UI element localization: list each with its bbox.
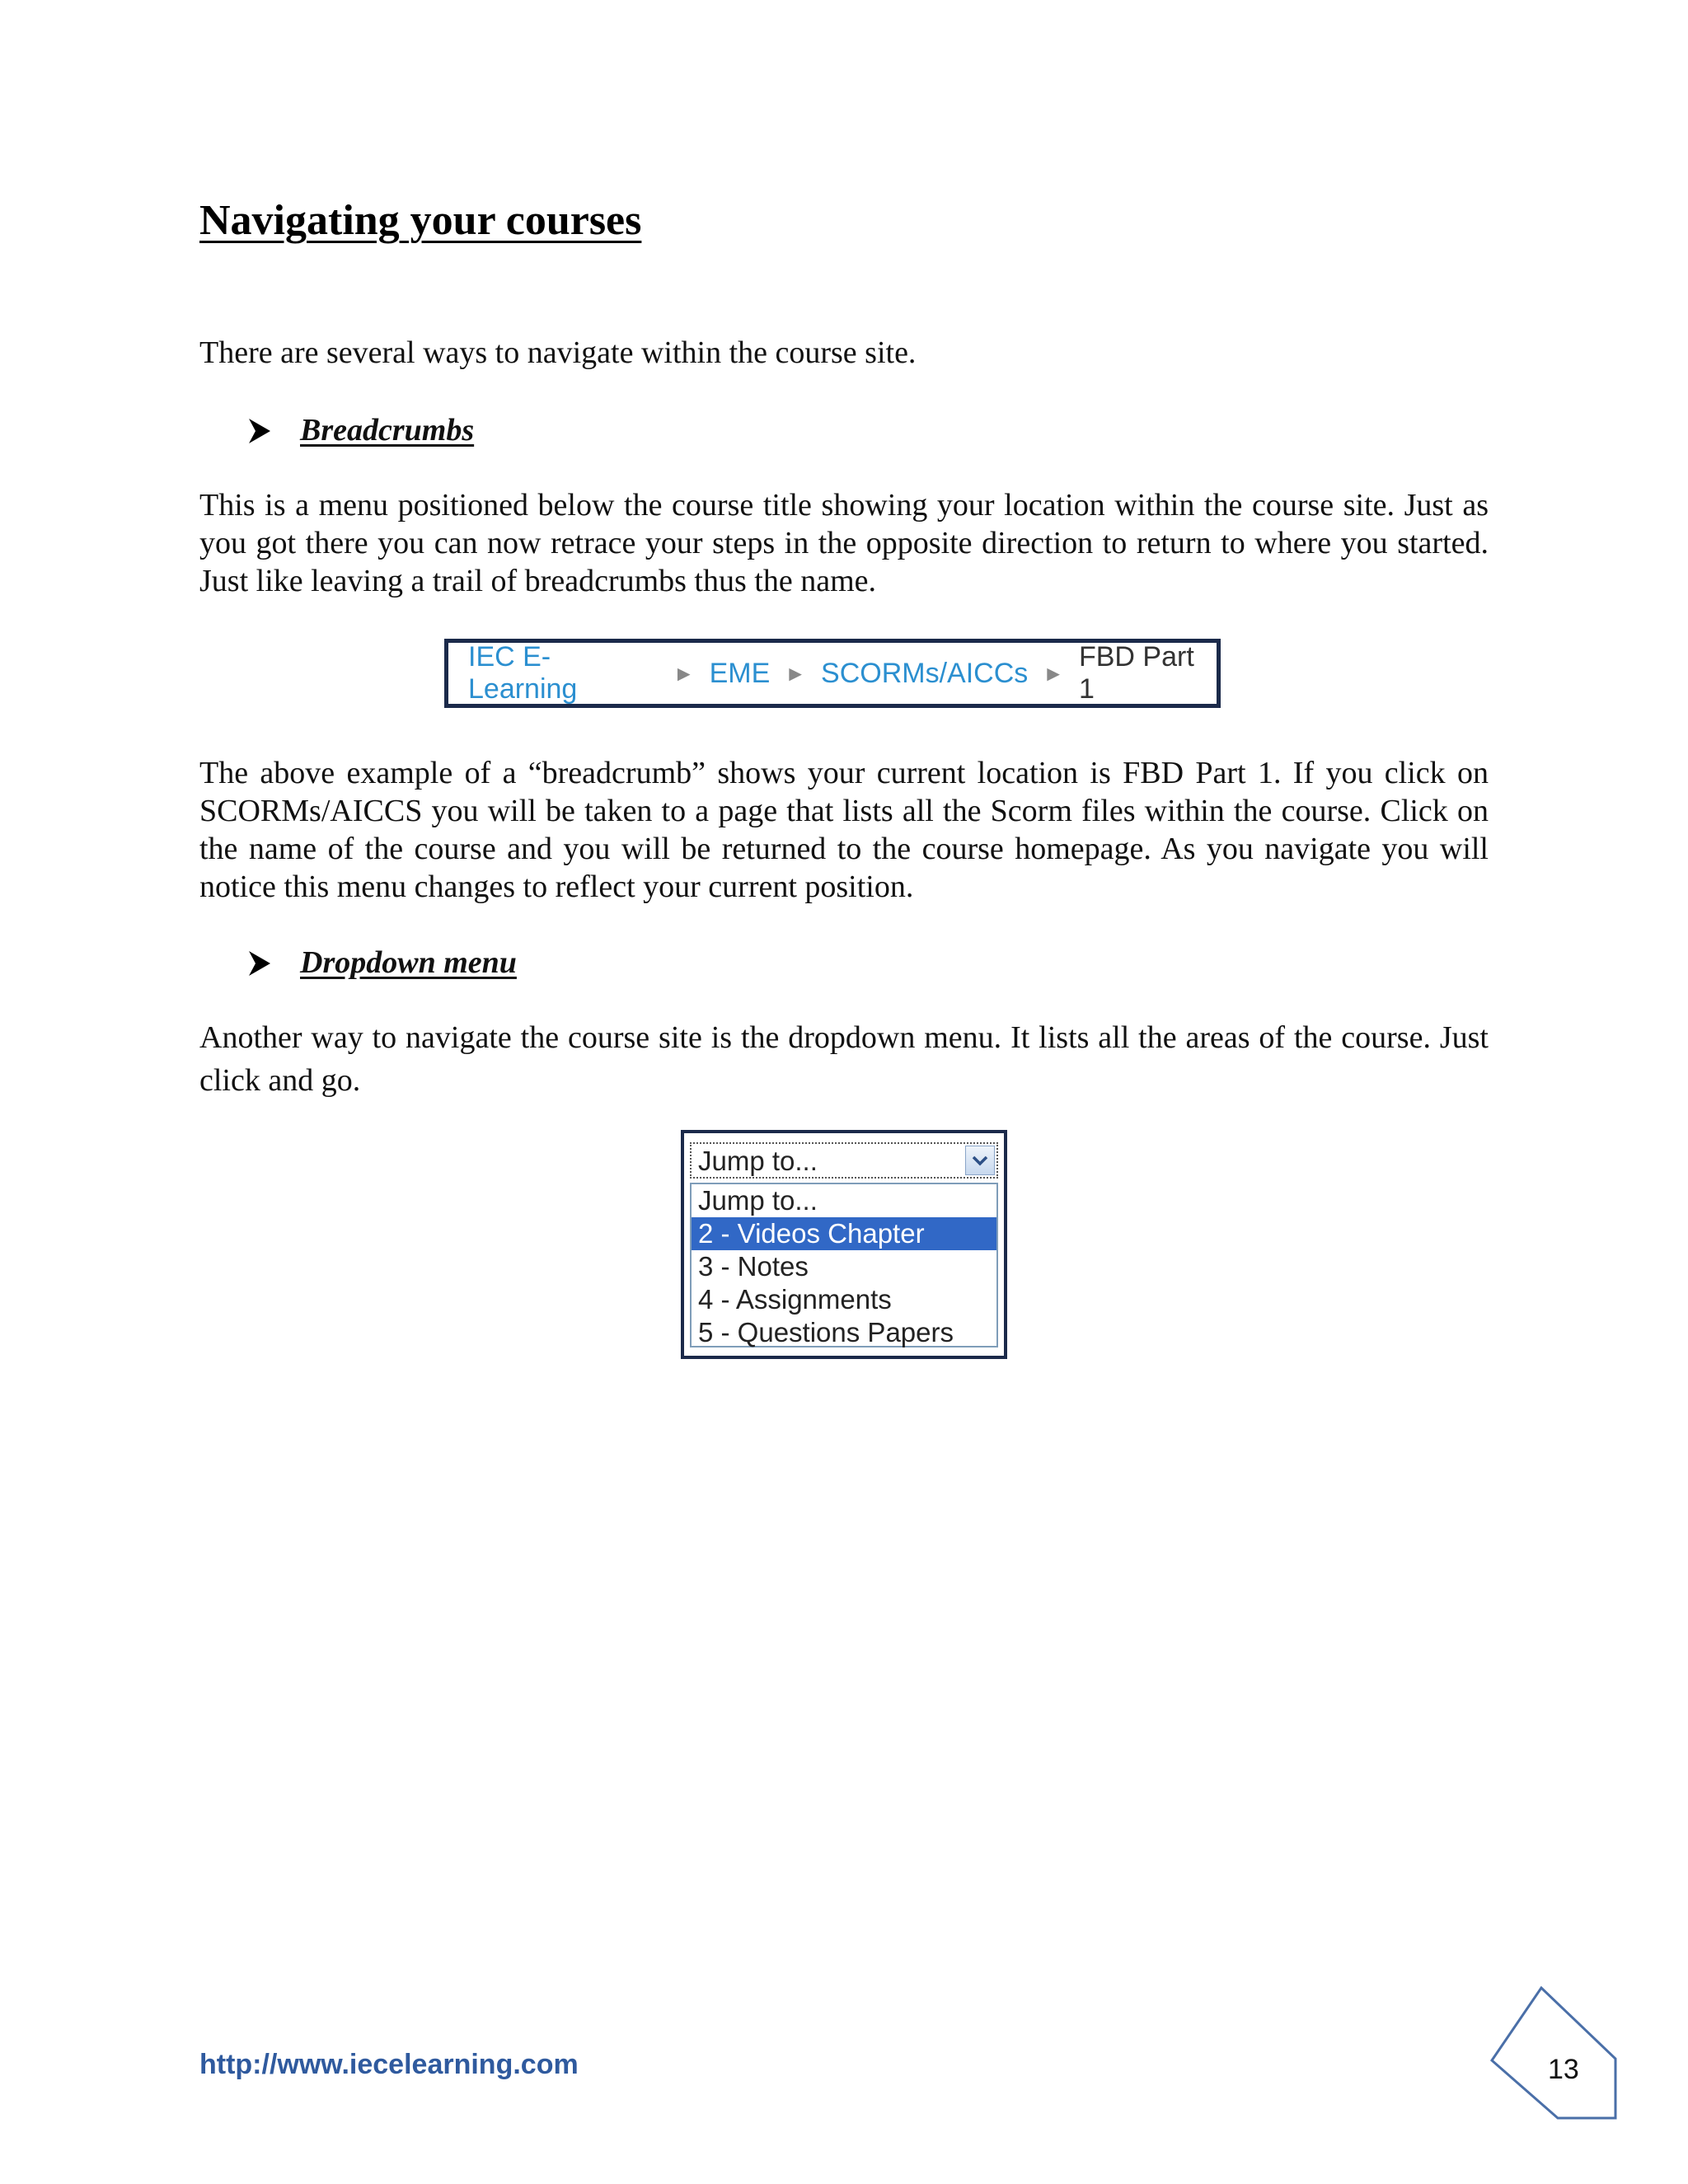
- page-number-badge: [1484, 1986, 1632, 2126]
- breadcrumbs-heading: [247, 411, 474, 449]
- dropdown-option-selected[interactable]: 2 - Videos Chapter: [692, 1217, 996, 1250]
- breadcrumb-separator-icon: ►: [1043, 660, 1064, 686]
- page-title: Navigating your courses: [199, 197, 642, 244]
- footer-url: http://www.iecelearning.com: [199, 2049, 579, 2080]
- breadcrumbs-heading-label: Breadcrumbs: [300, 413, 475, 448]
- arrowhead-bullet-icon: [247, 416, 272, 444]
- dropdown-heading: [247, 944, 517, 982]
- breadcrumb-current-page: FBD Part 1: [1078, 641, 1194, 705]
- intro-paragraph: There are several ways to navigate within the course site.: [199, 335, 917, 370]
- dropdown-option[interactable]: Jump to...: [698, 1185, 818, 1216]
- jump-to-select[interactable]: [690, 1142, 998, 1179]
- breadcrumbs-description: This is a menu positioned below the course title showing your location within the course site. Just as you got there you can now retrace your steps in the opposite direction to return to where you started. Just like leaving a trail of breadcrumbs thus the name.: [199, 488, 1489, 598]
- breadcrumb-link-scorms[interactable]: SCORMs/AICCs: [821, 657, 1029, 689]
- chevron-down-icon[interactable]: [965, 1146, 995, 1175]
- arrowhead-bullet-icon: [247, 949, 272, 977]
- select-current-value: Jump to...: [698, 1146, 818, 1176]
- dropdown-heading-label: Dropdown menu: [300, 945, 517, 980]
- dropdown-option[interactable]: 5 - Questions Papers: [698, 1317, 954, 1347]
- dropdown-option-list: [690, 1183, 998, 1347]
- dropdown-description: Another way to navigate the course site is the dropdown menu. It lists all the areas of the course. Just click and go.: [199, 1020, 1489, 1098]
- dropdown-option[interactable]: 4 - Assignments: [698, 1284, 892, 1315]
- jump-to-dropdown-example: [681, 1130, 1007, 1359]
- breadcrumb-example: [444, 639, 1221, 708]
- breadcrumbs-explanation: The above example of a “breadcrumb” shows your current location is FBD Part 1. If you click on SCORMs/AICCS you will be taken to a page that lists all the Scorm files within the course. Click on the name of the course and you will be returned to the course homepage. As you navigate you will notice this menu changes to reflect your current position.: [199, 756, 1489, 904]
- breadcrumb-separator-icon: ►: [673, 660, 695, 686]
- breadcrumb-separator-icon: ►: [785, 660, 807, 686]
- breadcrumb-link-course[interactable]: EME: [709, 657, 771, 689]
- breadcrumb-link-site[interactable]: IEC E-Learning: [468, 641, 578, 705]
- page-number: 13: [1548, 2054, 1579, 2085]
- dropdown-option[interactable]: 3 - Notes: [698, 1251, 809, 1282]
